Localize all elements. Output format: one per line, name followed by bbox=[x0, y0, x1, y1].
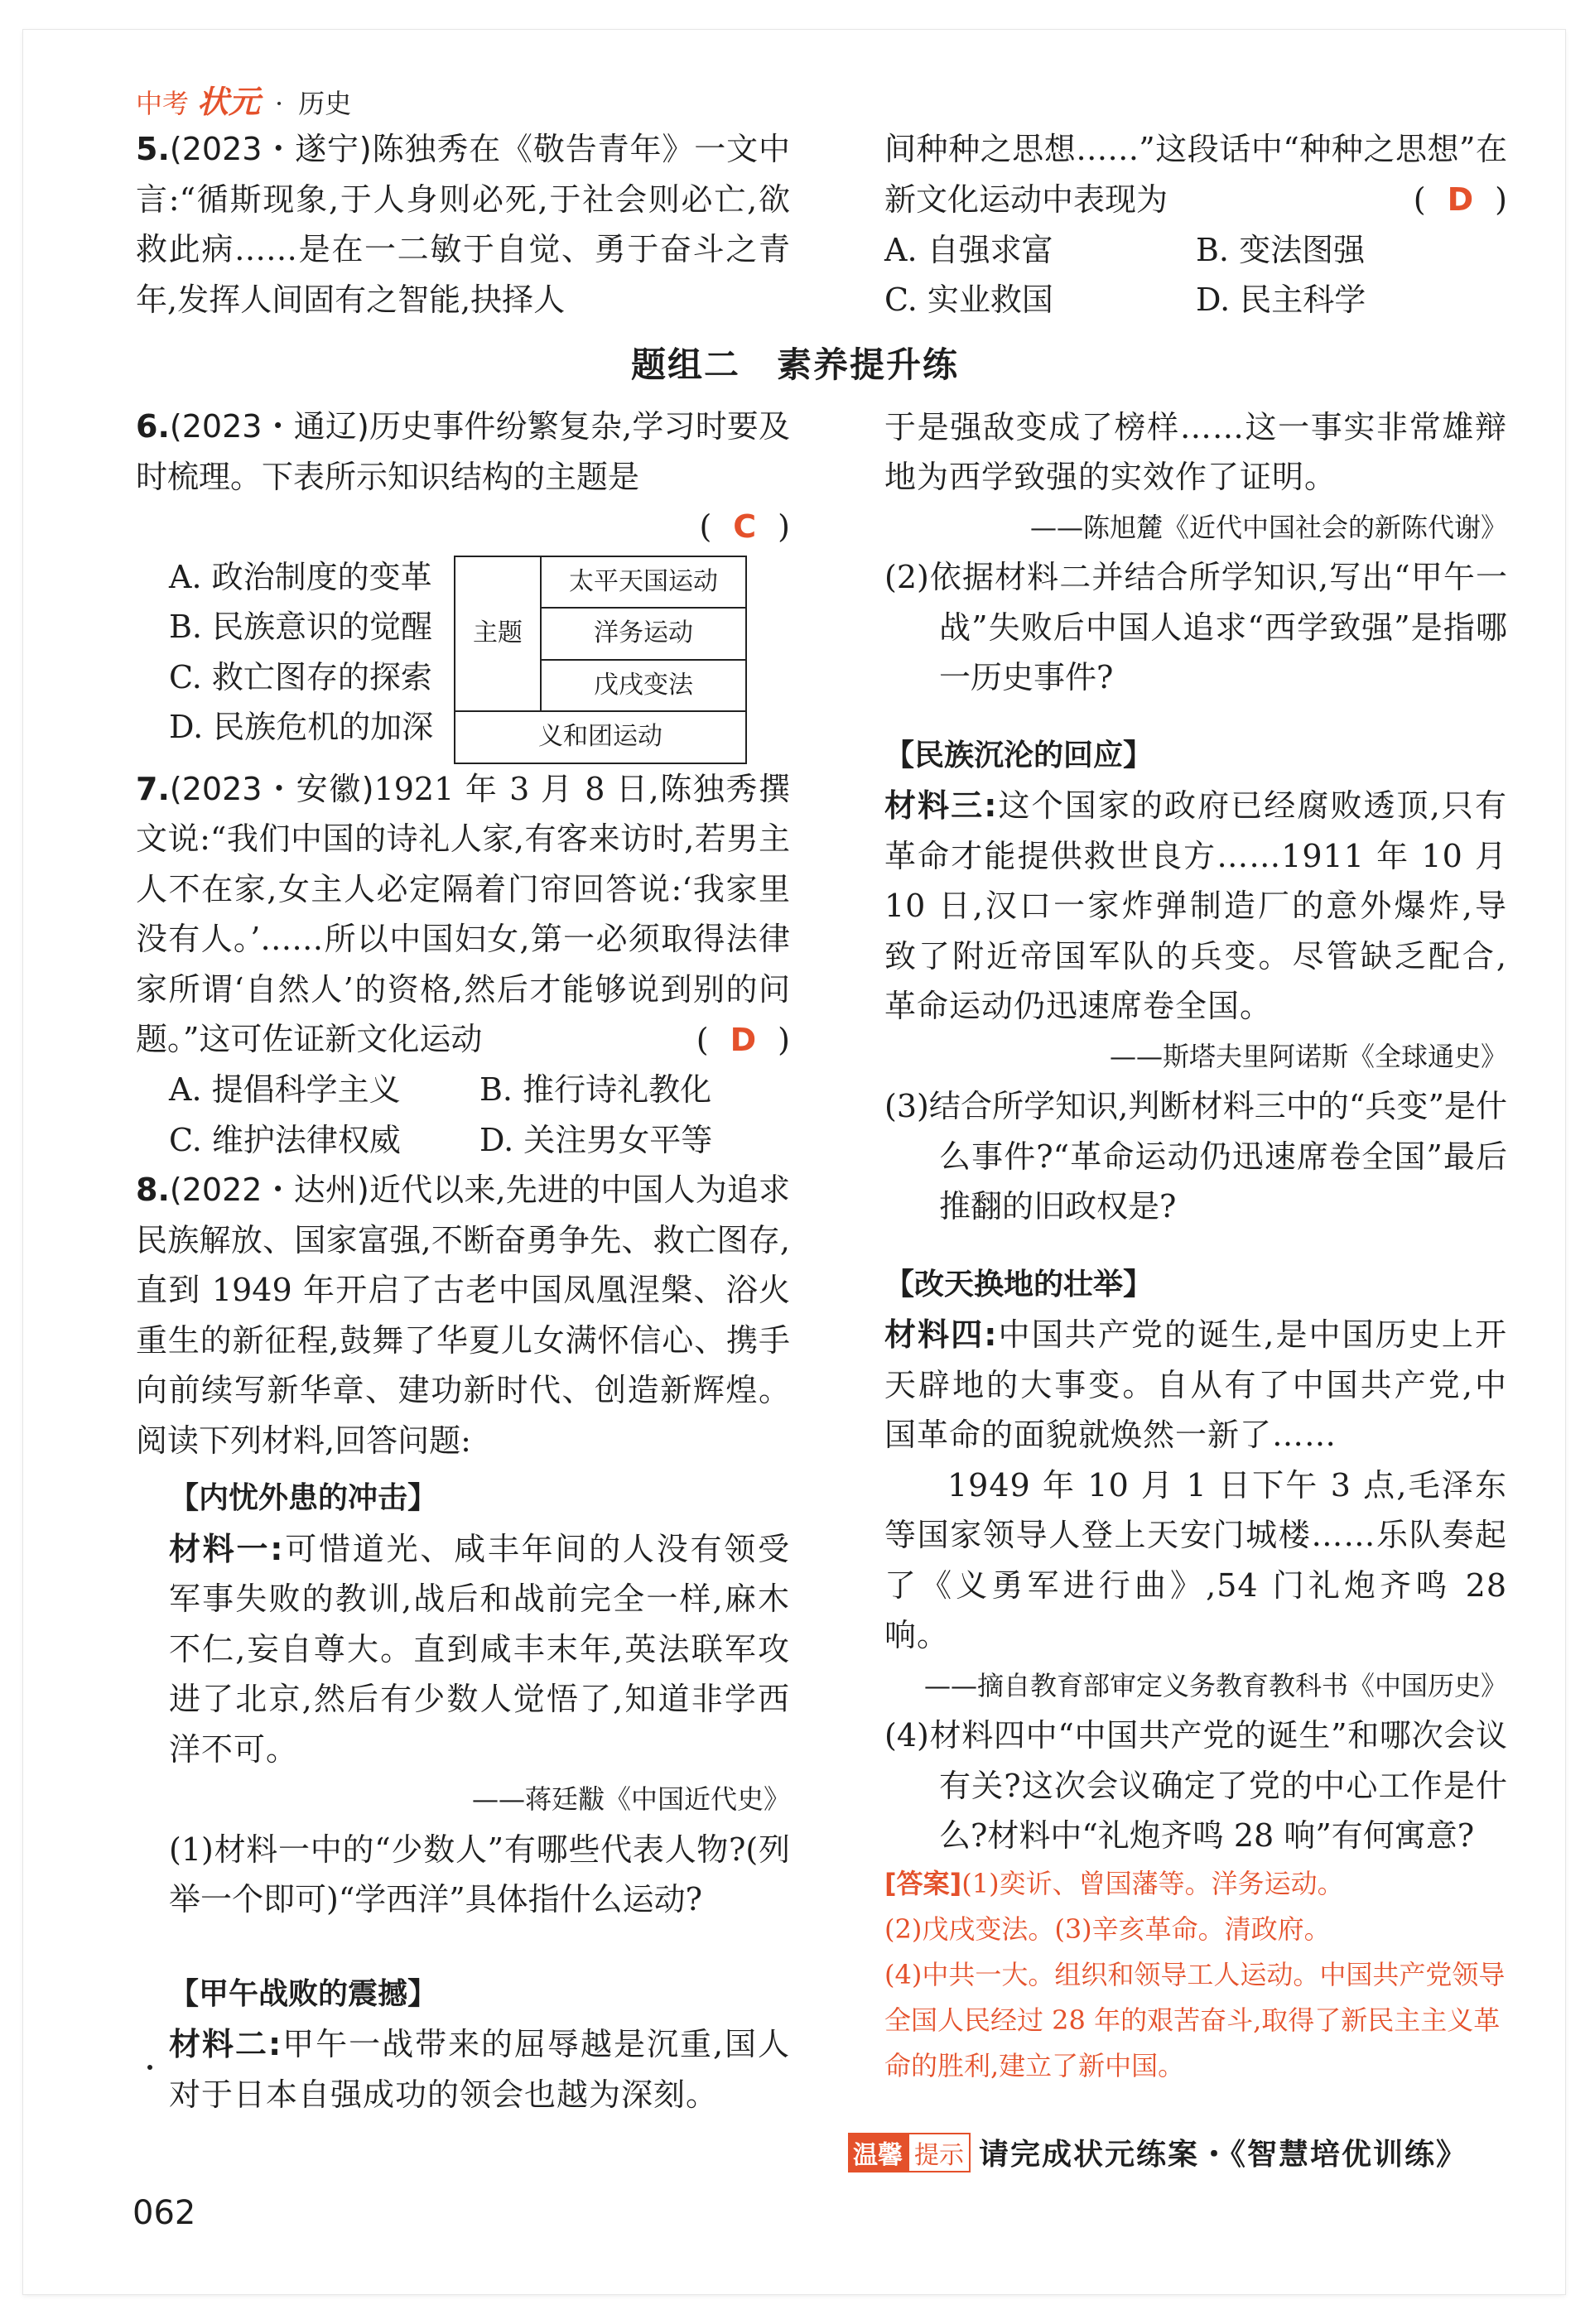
material-3 bbox=[884, 781, 1507, 1032]
q8-stem-text: 近代以来,先进的中国人为追求民族解放、国家富强,不断奋勇争先、救亡图存,直到 1949 年开启了古老中国凤凰涅槃、浴火重生的新征程,鼓舞了华夏儿女满怀信心、携手向前续写新华章、建功新时代、创造新辉煌。阅读下列材料,回答问题: bbox=[136, 1172, 790, 1459]
q5-options bbox=[884, 225, 1507, 325]
spacer bbox=[136, 1925, 790, 1961]
q5-answer-line: ( D ) bbox=[1413, 181, 1507, 218]
header-dot: · bbox=[275, 88, 284, 119]
logo-text-a: 中考 bbox=[136, 88, 190, 119]
left-column bbox=[136, 124, 790, 2120]
q5-stem-b: 间种种之思想……”这段话中“种种之思想”在新文化运动中表现为 bbox=[884, 131, 1507, 218]
q6-stem bbox=[136, 402, 790, 502]
bullet-dot bbox=[147, 2065, 152, 2070]
question-3: (3)结合所学知识,判断材料三中的“兵变”是什么事件?“革命运动仍迅速席卷全国”最后推翻的旧政权是? bbox=[884, 1088, 1507, 1225]
q6-option-b[interactable]: B. 民族意识的觉醒 bbox=[169, 609, 433, 645]
q8-source: (2022・达州) bbox=[169, 1172, 369, 1208]
material-1-label: 材料一: bbox=[169, 1530, 284, 1567]
page-number: 062 bbox=[132, 2194, 196, 2232]
q7-option-b[interactable]: B. 推行诗礼教化 bbox=[479, 1071, 712, 1108]
material-1-text: 可惜道光、咸丰年间的人没有领受军事失败的教训,战后和战前完全一样,麻木不仁,妄自尊大。直到咸丰末年,英法联军攻进了北京,然后有少数人觉悟了,知道非学西洋不可。 bbox=[169, 1530, 790, 1768]
table-item: 戊戌变法 bbox=[541, 660, 746, 712]
q6-option-a[interactable]: A. 政治制度的变革 bbox=[169, 558, 432, 595]
footer-tip bbox=[848, 2131, 1467, 2173]
material-2-continued: 于是强敌变成了榜样……这一事实非常雄辩地为西学致强的实效作了证明。 bbox=[884, 408, 1507, 495]
material-4-citation: ——摘自教育部审定义务教育教科书《中国历史》 bbox=[923, 1669, 1507, 1701]
section-title-1: 【内忧外患的冲击】 bbox=[169, 1481, 438, 1515]
q7-number: 7. bbox=[136, 770, 170, 807]
q7-stem-text: 1921 年 3 月 8 日,陈独秀撰文说:“我们中国的诗礼人家,有客来访时,若男主人不在家,女主人必定隔着门帘回答说:‘我家里没有人。’……所以中国妇女,第一必须取得法律家所谓‘自然人’的资格,然后才能够说到别的问题。”这可佐证新文化运动 bbox=[136, 770, 791, 1057]
q7-answer: D bbox=[730, 1021, 757, 1058]
answer-block bbox=[884, 1861, 1507, 2089]
spacer bbox=[884, 1232, 1507, 1252]
spacer bbox=[884, 325, 1507, 402]
q7-answer-line: ( D ) bbox=[696, 1021, 790, 1058]
material-2-text-a: 甲午一战带来的屈辱越是沉重,国人对于日本自强成功的领会也越为深刻。 bbox=[169, 2026, 790, 2113]
table-bottom: 义和团运动 bbox=[455, 711, 746, 763]
q8-stem bbox=[136, 1165, 790, 1465]
q7-option-d[interactable]: D. 关注男女平等 bbox=[479, 1121, 713, 1158]
logo-text-b: 状元 bbox=[197, 83, 261, 120]
table-topic: 主题 bbox=[455, 556, 541, 712]
table-item: 洋务运动 bbox=[541, 608, 746, 660]
material-4-text: 中国共产党的诞生,是中国历史上开天辟地的大事变。自从有了中国共产党,中国革命的面貌就焕然一新了…… bbox=[884, 1316, 1507, 1453]
q6-option-c[interactable]: C. 救亡图存的探索 bbox=[169, 658, 432, 695]
question-2: (2)依据材料二并结合所学知识,写出“甲午一战”失败后中国人追求“西学致强”是指哪一历史事件? bbox=[884, 559, 1507, 695]
answer-line-1 bbox=[884, 1861, 1507, 1907]
material-2-citation: ——陈旭麓《近代中国社会的新陈代谢》 bbox=[1029, 511, 1507, 543]
q6-options bbox=[136, 552, 434, 753]
q7-option-a[interactable]: A. 提倡科学主义 bbox=[169, 1071, 401, 1108]
subject-label: 历史 bbox=[298, 88, 352, 119]
q7-source: (2023・安徽) bbox=[169, 770, 374, 807]
q5-option-a[interactable]: A. 自强求富 bbox=[884, 231, 1053, 268]
q5-stem bbox=[136, 124, 790, 325]
material-3-text: 这个国家的政府已经腐败透顶,只有革命才能提供救世良方……1911 年 10 月 10 日,汉口一家炸弹制造厂的意外爆炸,导致了附近帝国军队的兵变。尽管缺乏配合,革命运动仍迅速席卷全国。 bbox=[884, 787, 1507, 1024]
q6-source: (2023・通辽) bbox=[169, 408, 369, 445]
table-item: 太平天国运动 bbox=[541, 556, 746, 609]
q6-stem-text: 历史事件纷繁复杂,学习时要及时梳理。下表所示知识结构的主题是 bbox=[136, 408, 790, 495]
tip-text: 请完成状元练案・《智慧培优训练》 bbox=[979, 2137, 1468, 2172]
group-title-left: 题组二 bbox=[630, 344, 740, 385]
answer-1: (1)奕䜣、曾国藩等。洋务运动。 bbox=[961, 1867, 1344, 1899]
q6-number: 6. bbox=[136, 408, 170, 445]
material-2-label: 材料二: bbox=[169, 2026, 282, 2062]
q5-source: (2023・遂宁) bbox=[169, 131, 372, 167]
q5-option-d[interactable]: D. 民主科学 bbox=[1196, 281, 1366, 318]
q7-option-c[interactable]: C. 维护法律权威 bbox=[169, 1121, 401, 1158]
right-column bbox=[884, 124, 1507, 2089]
material-1 bbox=[136, 1524, 790, 1775]
tip-badge-b: 提示 bbox=[908, 2133, 971, 2172]
q6-answer-line: ( C ) bbox=[699, 508, 790, 545]
q5-option-b[interactable]: B. 变法图强 bbox=[1196, 231, 1366, 268]
material-3-label: 材料三: bbox=[884, 787, 998, 824]
q5-stem-a: 陈独秀在《敬告青年》一文中言:“循斯现象,于人身则必死,于社会则必亡,欲救此病……是在一二敏于自觉、勇于奋斗之青年,发挥人间固有之智能,抉择人 bbox=[136, 131, 790, 318]
answer-tag: [答案] bbox=[884, 1867, 962, 1899]
answer-line-2: (2)戊戌变法。(3)辛亥革命。清政府。 bbox=[884, 1913, 1331, 1945]
q6-body bbox=[136, 552, 790, 764]
question-1: (1)材料一中的“少数人”有哪些代表人物?(列举一个即可)“学西洋”具体指什么运动? bbox=[169, 1831, 790, 1917]
tip-badge-a: 温馨 bbox=[848, 2133, 908, 2172]
q5-number: 5. bbox=[136, 131, 170, 167]
material-4-label: 材料四: bbox=[884, 1316, 998, 1353]
section-title-4: 【改天换地的壮举】 bbox=[884, 1267, 1154, 1302]
material-4 bbox=[884, 1310, 1507, 1460]
question-4: (4)材料四中“中国共产党的诞生”和哪次会议有关?这次会议确定了党的中心工作是什么?材料中“礼炮齐鸣 28 响”有何寓意? bbox=[884, 1717, 1507, 1854]
page-header bbox=[136, 76, 351, 122]
group-title-right: 素养提升练 bbox=[777, 344, 960, 385]
section-title-2: 【甲午战败的震撼】 bbox=[169, 1976, 438, 2011]
q8-number: 8. bbox=[136, 1172, 170, 1208]
q6-answer: C bbox=[733, 508, 757, 545]
answer-line-3: (4)中共一大。组织和领导工人运动。中国共产党领导全国人民经过 28 年的艰苦奋斗,取得了新民主主义革命的胜利,建立了新中国。 bbox=[884, 1958, 1506, 2081]
section-title-3: 【民族沉沦的回应】 bbox=[884, 738, 1154, 772]
q7-options bbox=[136, 1065, 790, 1165]
q6-option-d[interactable]: D. 民族危机的加深 bbox=[169, 709, 434, 745]
q5-answer: D bbox=[1447, 181, 1474, 218]
knowledge-table bbox=[454, 556, 747, 764]
q5-option-c[interactable]: C. 实业救国 bbox=[884, 281, 1053, 318]
material-2 bbox=[136, 2019, 790, 2120]
material-1-citation: ——蒋廷黻《中国近代史》 bbox=[471, 1783, 790, 1815]
material-4-text-2: 1949 年 10 月 1 日下午 3 点,毛泽东等国家领导人登上天安门城楼……乐队奏起了《义勇军进行曲》,54 门礼炮齐鸣 28 响。 bbox=[884, 1466, 1507, 1653]
spacer bbox=[884, 703, 1507, 723]
material-3-citation: ——斯塔夫里阿诺斯《全球通史》 bbox=[1109, 1040, 1507, 1072]
